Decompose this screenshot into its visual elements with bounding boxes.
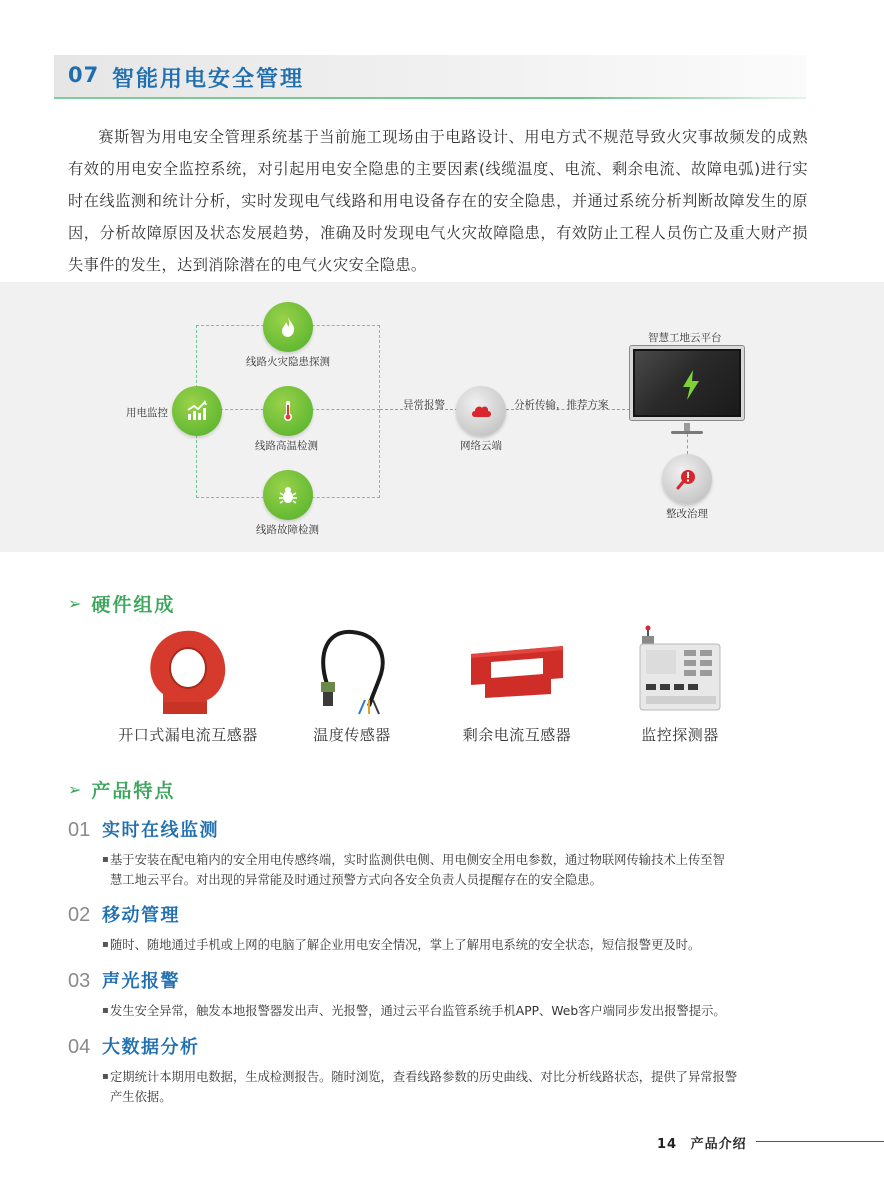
features-heading: [68, 776, 175, 803]
footer-section: 产品介绍: [690, 1137, 747, 1152]
feature-line: ▪ 定期统计本期用电数据，生成检测报告。随时浏览，查看线路参数的历史曲线、对比分析线路状态，提供了异常报警: [110, 1070, 738, 1084]
flame-icon: [274, 313, 302, 341]
feature-line: 慧工地云平台。对出现的异常能及时通过预警方式向各安全负责人员提醒存在的安全隐患。: [110, 873, 602, 887]
intro-paragraph: 赛斯智为用电安全管理系统基于当前施工现场由于电路设计、用电方式不规范导致火灾事故频发的成熟有效的用电安全监控系统，对引起用电安全隐患的主要因素(线缆温度、电流、剩余电流、故障电弧)进行实时在线监测和统计分析，实时发现电气线路和用电设备存在的安全隐患，并通过系统分析判断故障发生的原因，分析故障原因及状态发展趋势，准确及时发现电气火灾故障隐患，有效防止工程人员伤亡及重大财产损失事件的发生，达到消除潜在的电气火灾安全隐患。: [68, 128, 808, 274]
feature-line: 产生依据。: [110, 1090, 172, 1104]
feature-title: 实时在线监测: [102, 820, 219, 841]
feature-title: 声光报警: [102, 971, 180, 992]
hardware-item: [302, 624, 402, 745]
footer-divider: [756, 1141, 884, 1142]
cloud-icon: [467, 397, 495, 425]
hardware-item: [452, 624, 582, 745]
features-heading-text: 产品特点: [91, 780, 176, 802]
thermometer-icon: [274, 397, 302, 425]
fire-detection-node: [263, 302, 313, 352]
feature-description: [68, 1001, 808, 1021]
fault-detection-node: [263, 470, 313, 520]
power-monitor-node: [172, 386, 222, 436]
label-fault-detection: 线路故障检测: [256, 524, 319, 536]
hardware-item: [110, 624, 266, 745]
page-title: 智能用电安全管理: [112, 67, 305, 92]
hardware-heading-text: 硬件组成: [91, 594, 176, 616]
alert-search-icon: [673, 465, 701, 493]
label-power-monitor: 用电监控: [126, 407, 168, 419]
feature-description: [68, 1067, 808, 1107]
system-diagram: [0, 282, 884, 552]
label-cloud-platform: 智慧工地云平台: [648, 332, 722, 344]
feature-number: 02: [68, 904, 91, 926]
feature-number: 01: [68, 819, 91, 841]
monitor-base: [671, 431, 703, 434]
page-footer: [657, 1133, 747, 1152]
feature-item: [68, 901, 808, 955]
hardware-heading: [68, 590, 175, 617]
arrow-icon: ➢: [68, 780, 84, 799]
monitoring-detector-icon: [632, 624, 728, 716]
hardware-item: [628, 624, 732, 745]
feature-item: [68, 1033, 808, 1107]
feature-item: [68, 816, 808, 890]
feature-number: 04: [68, 1036, 91, 1058]
feature-item: [68, 967, 808, 1021]
label-fire-detection: 线路火灾隐患探测: [246, 356, 330, 368]
residual-current-ct-icon: [465, 624, 569, 716]
feature-title: 移动管理: [102, 905, 180, 926]
section-title-bar: [54, 55, 806, 97]
label-analysis-transfer: 分析传输，推荐方案: [514, 399, 609, 411]
rectify-node: [662, 454, 712, 504]
hardware-label: 温度传感器: [313, 726, 391, 744]
feature-line: ▪ 基于安装在配电箱内的安全用电传感终端，实时监测供电侧、用电侧安全用电参数，通过物联网传输技术上传至智: [110, 853, 725, 867]
hardware-label: 监控探测器: [641, 726, 719, 744]
feature-line: ▪ 随时、随地通过手机或上网的电脑了解企业用电安全情况，掌上了解用电系统的安全状态，短信报警更及时。: [110, 938, 701, 952]
split-core-ct-icon: [143, 624, 233, 716]
section-number: 07: [68, 63, 100, 87]
label-abnormal-alarm: 异常报警: [403, 399, 445, 411]
label-rectify: 整改治理: [666, 508, 708, 520]
feature-description: [68, 850, 808, 890]
hardware-label: 开口式漏电流互感器: [118, 726, 258, 744]
high-temp-node: [263, 386, 313, 436]
label-high-temp: 线路高温检测: [255, 440, 318, 452]
arrow-icon: ➢: [68, 594, 84, 613]
lightning-icon: [680, 369, 702, 401]
hardware-label: 剩余电流互感器: [462, 726, 572, 744]
bar-chart-icon: [183, 397, 211, 425]
feature-description: [68, 935, 808, 955]
feature-number: 03: [68, 970, 91, 992]
feature-title: 大数据分析: [102, 1037, 200, 1058]
cloud-node: [456, 386, 506, 436]
connector-line: [379, 325, 380, 498]
temperature-sensor-icon: [307, 624, 397, 716]
monitor-stand: [684, 423, 690, 431]
label-cloud: 网络云端: [460, 440, 502, 452]
bug-icon: [274, 481, 302, 509]
platform-monitor: [630, 346, 744, 420]
connector-line: [687, 434, 688, 454]
feature-line: ▪ 发生安全异常，触发本地报警器发出声、光报警，通过云平台监管系统手机APP、Web客户端同步发出报警提示。: [110, 1004, 726, 1018]
page-number: 14: [657, 1137, 678, 1152]
